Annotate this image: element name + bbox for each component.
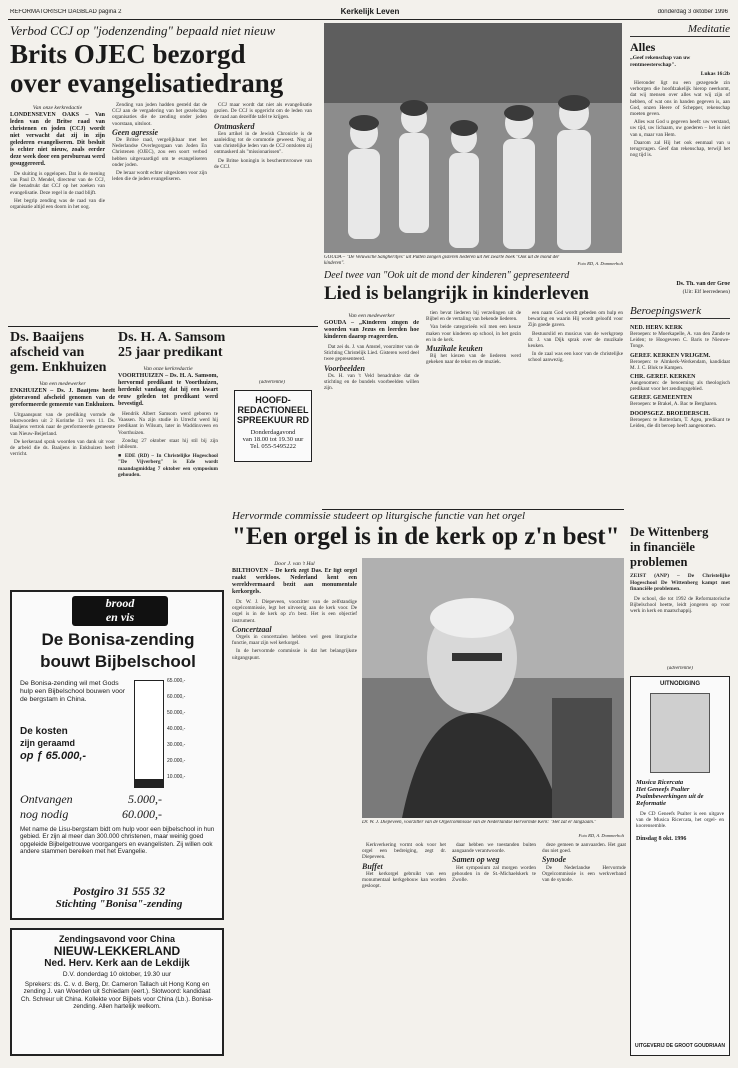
bonisa-thermometer-fill [135,779,163,787]
article5-col1: BILTHOVEN – De kerk zegt Das. Er ligt orgel raakt werkloos. Nederland kent een wereldvermaard bezit aan monumentale kerkorgels. Dr. W. J. Diepeveen, voorzitter van de zelfstandige orgelcommissie, legt het uitvoerig aan de kerk voor. De orgel is in de kerk op z'n best. Het is een objectief instrument. Concertzaal Orgels in concertzalen hebben wel geen liturgische functie, maar zijn wel kerkorgel. In de hervormde commissie is dat het belangrijkste uitgangspunt. [232,568,357,661]
article5-photo-caption: Dr. W. J. Diepeveen, voorzitter van de Orgelcommissie van de Nederlandse Hervormde Kerk: "Het zat er langzaam." [362,820,597,825]
article5-col2: Kerkverkering vormt ook voor het orgel een bedreiging, zegt dr. Diepeveen. Buffet Het kerkorgel gebruikt van een monumentaal kerkgebouw kan worden gesloopt. [362,842,446,890]
children-choir-photo [324,23,622,253]
article4-sub-muzikale: Muzikale keuken [426,344,483,354]
thermometer-tick-label: 60.000,- [167,694,186,700]
article5-sub-buffet: Buffet [362,861,383,871]
redaction-ad-line4: Donderdagavond [250,429,296,436]
book-ad [630,676,730,1056]
article3-title-2: 25 jaar predikant [118,345,223,360]
wittenberg-lead: ZEIST (ANP) – De Christelijke Hogeschool De Wittenberg kampt met financiële problemen. [630,573,730,592]
beroep-text: Beroepen: te Moerkapelle, A. van den Zande te Leiden; te Hoogeveen C. Baris te Nieuwe-Tonge. [630,331,730,350]
bonisa-ad [10,590,224,920]
article1-col2: Zending van joden hadden gesteld dat de CCJ aan de vergadering van het gezelschap organisaties die de zending onder joden voorstaan, uitsloot. Geen agressie De Britse raad, vergelijkbaar met het Nederlandse Overlegorgaan van Joden En Christenen (OJEC), zou een soort verbod hebben uitgevaardigd om te evangeliseren onder joden. De leraar wordt echter uitgesloten voor zijn leden die de joden evangeliseren. [112,102,207,183]
beroep-church: CHR. GEREF. KERKEN [630,374,696,381]
china-zending-ad [10,928,224,1056]
article2-title-1: Ds. Baaijens [10,330,84,345]
article5-sub-samen: Samen op weg [452,855,500,865]
article4-sub-voorbeelden: Voorbeelden [324,363,365,373]
photo1-credit: Foto RD, A. Dommerholt [577,261,623,266]
book-ad-publisher: UITGEVERIJ DE GROOT GOUDRIAAN [634,1043,725,1049]
article1-byline: Van onze kerkredactie [32,105,83,111]
redaction-ad-line3: SPREEKUUR RD [236,415,309,425]
bonisa-top1: brood [105,596,135,610]
article5-byline: Door J. van 't Hul [274,561,315,567]
page-header-center: Kerkelijk Leven [340,7,400,16]
article1-col3: CCJ maar wordt dat niet als evangelisatie gezien. De CCJ is opgericht om de leden van de raad aan dezelfde tafel te krijgen. Ontmaskerd Een artikel in de Jewish Chronicle is de aanleiding tot de commotie geweest. Nog al van christelijke leden van de CCJ ontsloten zij ontmaskerd als "missionarissen". De Britse koningin is beschermvrouwe van de CCJ. [214,102,312,170]
book-ad-date: Dinsdag 8 okt. 1996 [636,835,687,842]
diepeveen-illustration [362,558,624,818]
article2-lead: ENKHUIZEN – Ds. J. Baaijens heeft gisteravond afscheid genomen van de gereformeerde gemeente van Enkhuizen. [10,388,115,408]
thermometer-tick-label: 50.000,- [167,710,186,716]
article4-col1: GOUDA – „Kinderen zingen de woorden van Jezus en leerden hoe kinderen daarop reageerden. Dat zei ds. J. van Amstel, voorzitter van de Stichting Christelijk Lied. Gisteren werd deel twee gepresenteerd. Voorbeelden Ds. H. van 't Veld benadrukte dat de stichting en de bundels voorbeelden willen zijn. [324,320,419,392]
article1-body-1: De sluiting is opgelopen. Dat is de mening van Paul D. Mendel, directeur van de CCJ, die benadrukt dat CCJ op het zoeken van evangelisatie. Deze regel in de raad blijft. Het begrip zending was de raad van die organisatie altijd een doorn in het oog. [10,171,105,211]
article1-title-2: over evangelisatiedrang [10,69,284,98]
book-ad-head: UITNODIGING [660,681,700,687]
article5-kicker: Hervormde commissie studeert op liturgische functie van het orgel [232,510,526,522]
diepeveen-photo [362,558,624,818]
bonisa-needed-value: 60.000,- [122,807,162,821]
bonisa-title2: bouwt Bijbelschool [40,652,196,671]
thermometer-tick-label: 65.000,- [167,678,186,684]
article1-col1 [10,112,105,324]
redaction-ad-line5: van 18.00 tot 19.30 uur [242,436,304,443]
bonisa-top2: en vis [105,610,135,624]
article3-lead: VOORTHUIZEN – Ds. H. A. Samsom, hervormd predikant te Voorthuizen, herdenkt vandaag dat hij een kwart eeuw geleden tot predikant werd bevestigd. [118,373,218,407]
book-ad-t3: Psalmbewerkingen uit de Reformatie [636,793,704,807]
article2-byline: Van een medewerker [39,381,86,387]
redaction-ad-tag: (advertentie) [259,380,285,385]
bonisa-thermometer-labels [167,678,217,790]
article4-byline: Van een medewerker [348,313,395,319]
article5-col4: deze gemeen te aanvaarden. Het gaat dus niet goed. Synode De Nederlandse Hervormde Orgelcommissie is een werkverband van de synode. [542,842,626,884]
wittenberg-title-3: problemen [630,555,688,569]
article1-lead: LONDENSEVEN OAKS – Van leden van de Britse raad van christenen en joden (CCJ) wordt niet verwacht dat zij in zijn gelederen evangeliseren. Dit besluit is echter niet nieuw, zoals eerder deze week door een persbureau werd gesuggereerd. [10,112,105,167]
page-header-right: donderdag 3 oktober 1996 [657,9,728,15]
bonisa-body: De Bonisa-zending wil met Gods hulp een Bijbelschool bouwen voor de bergstam in China. [20,680,126,703]
article4-col2: tien bevat liederen bij verzelingen uit de Bijbel en de vertaling van bekende liederen. Van beide categorieën wil men een keuze maken voor kinderen op school, in het gezin en in de kerk. Muzikale keuken Bij het kiezen van de liederen werd gekeken naar de tekst en de muziek. [426,310,521,366]
alles-title: Alles [630,40,656,54]
redaction-ad-line1: HOOFD- [255,395,291,405]
thermometer-tick-label: 40.000,- [167,726,186,732]
bonisa-foundation: Stichting "Bonisa"-zending [55,898,183,910]
beroep-text: Beroepen: te Brakel, A. Bac te Bergharen. [630,401,718,408]
bonisa-cost-label: De kosten [20,726,68,737]
page-header-left: REFORMATORISCH DAGBLAD pagina 2 [10,9,122,15]
article3-byline: Van onze kerkredactie [143,366,193,372]
article5-sub-concertzaal: Concertzaal [232,624,272,634]
article3-body: VOORTHUIZEN – Ds. H. A. Samsom, hervormd predikant te Voorthuizen, herdenkt vandaag dat hij een kwart eeuw geleden tot predikant werd bevestigd. Hendrik Albert Samsom werd geboren te Vaassen. Na zijn studie in Utrecht werd hij predikant in Wilsum, later in Waddinxveen en Voorthuizen. Zondag 27 oktober staat hij stil bij zijn jubileum. ■ EDE (RD) – In Christelijke Hogeschool "De Vijverberg" is Ede wordt maandagmiddag 7 oktober een symposium gehouden. [118,373,218,478]
article5-title: "Een orgel is in de kerk op z'n best" [232,523,620,550]
bonisa-title1: De Bonisa-zending [41,630,195,649]
china-ad-date: D.V. donderdag 10 oktober, 19.30 uur [62,971,172,978]
bonisa-brood-badge [72,596,168,626]
china-ad-title2: NIEUW-LEKKERLAND [53,944,181,958]
bonisa-cost-value: op ƒ 65.000,- [20,750,87,762]
beroep-church: NED. HERV. KERK [630,325,683,331]
china-ad-body: Sprekers: ds. C. v. d. Berg, Dr. Cameron Tallach uit Hong Kong en zending J. van Woerden uit Schiedam (eert.). Slotwoord: kandidaat Ch. Schreur uit China. Kollekte voor Bijbels voor China (Lb.). Bonisa-zending. Allen hartelijk welkom. [20,981,214,1011]
photo1-caption: GOUDA – "De Veluwsche Sangheritjes" uit Putten zongen gisteren liederen uit het zwarte boek "Ook uit de mond der kinderen". [324,255,560,266]
beroepingswerk-label: Beroepingswerk [630,305,730,319]
thermometer-tick-label: 30.000,- [167,742,186,748]
alles-author-sub: (Uit: Elf leerredenen) [682,289,730,295]
beroep-church: DOOPSGEZ. BROEDERSCH. [630,410,710,417]
beroep-list [630,322,730,522]
book-ad-t1: Musica Ricercata [636,779,684,786]
bonisa-giro: Postgiro 31 555 32 [72,884,166,898]
header-rule [8,19,730,20]
article4-lead: GOUDA – „Kinderen zingen de woorden van Jezus en leerden hoe kinderen daarop reageerden. [324,320,419,340]
article1-sub-geen-agressie: Geen agressie [112,127,158,137]
beroep-church: GEREF. GEMEENTEN [630,395,693,402]
thermometer-tick-label: 20.000,- [167,758,186,764]
alles-author: Ds. Th. van der Groe [676,281,730,287]
article3-short: ■ EDE (RD) – In Christelijke Hogeschool "De Vijverberg" is Ede wordt maandagmiddag 7 oktober een symposium gehouden. [118,453,218,478]
bonisa-text: Met name de Lisu-bergstam bidt om hulp voor een bijbelschool in hun gebied. Er zijn al meer dan 300.000 christenen, maar weinig goed opgeleide Bijbelgetrouwe voorgangers en evangelisten. Zij willen ook andere stammen bereiken met het Evangelie. [20,826,215,856]
china-ad-title1: Zendingsavond voor China [58,934,175,944]
article2-title-3: gem. Enkhuizen [10,360,107,375]
beroep-text: Beroepen: te Almkerk-Werkendam, kandidaat M. J. C. Blok te Kampen. [630,358,730,371]
article3-title-1: Ds. H. A. Samsom [118,330,226,345]
book-ad-body: De CD Geneefs Psalter is een uitgave van de Musica Ricercata, het orgel- en koorensemble. [636,811,724,830]
article1-title-1: Brits OJEC bezorgd [10,40,246,69]
alles-quote: „Geef rekenschap van uw rentmeesterschap". [630,55,691,68]
book-ad-tag: (advertentie) [667,666,693,671]
article5-col3: daar hebben we toestanden buiten aangaande verantwoorde. Samen op weg Het symposium zal morgen worden gehouden in de St.-Michaelskerk te Zwolle. [452,842,536,884]
bonisa-received-value: 5.000,- [128,792,162,806]
bonisa-thermometer [134,680,164,788]
children-choir-illustration [324,23,622,253]
alles-body: Hieronder ligt nu een gezegende zin verborgen die hoofdzakelijk hierop neerkomt, dat wij mensen over alles wat wij zijn of hebben, of wat ons in handen gegeven is, aan God, onzen Heere of Schepper, rekenschap moeten geven. Alles wat God u gegeven heeft: uw verstand, uw tijd, uw lichaam, uw goederen – het is niet van u, maar van Hem. Daarom zal Hij het ook eenmaal van u terugvragen. Geef dan rekenschap, terwijl het nog tijd is. [630,80,730,159]
bonisa-received-label: Ontvangen [20,792,73,806]
china-ad-title3: Ned. Herv. Kerk aan de Lekdijk [44,958,190,969]
redaction-ad-line6: Tel. 055-5495222 [249,443,297,450]
article1-kicker: Verbod CCJ op "jodenzending" bepaald niet nieuw [10,23,276,38]
book-ad-t2: Het Geneefs Psalter [636,786,690,793]
book-ad-cover [650,693,710,773]
beroep-text: Aangenomen: de benoeming als theologisch predikant voor het zendingsgebied. [630,380,730,393]
article2-title-2: afscheid van [10,345,85,360]
article4-col3: een naam God wordt gebeden om hulp en bewaring en waarin Hij wordt geloofd voor Zijn goede gaven. Bestuurslid en musicus van de werkgroep dr. J. van Dijk sprak over de muzikale keuken. In de zaal was een koor van de christelijke school aanwezig. [528,310,623,364]
bonisa-needed-label: nog nodig [20,807,69,821]
article5-lead: BILTHOVEN – De kerk zegt Das. Er ligt orgel raakt werkloos. Nederland kent een wereldvermaard bezit aan monumentale kerkorgels. [232,568,357,595]
alles-ref: Lukas 16:2b [700,71,730,77]
meditatie-label: Meditatie [630,23,730,37]
wittenberg-title-1: De Wittenberg [630,525,709,539]
beroep-text: Beroepen: te Rotterdam, T. Agea, predikant te Leiden, die dit beroep heeft aangenomen. [630,416,730,429]
redaction-ad [234,390,312,462]
article4-title: Lied is belangrijk in kinderleven [324,283,589,304]
wittenberg-title-2: in financiële [630,540,695,554]
article5-photo-credit: Foto RD, A. Dommerholt [578,833,624,838]
bonisa-cost-sub: zijn geraamd [20,738,76,748]
redaction-ad-line2: REDACTIONEEL [237,405,309,415]
article1-sub-ontmaskerd: Ontmaskerd [214,121,255,131]
beroep-church: GEREF. KERKEN VRIJGEM. [630,352,711,359]
thermometer-tick-label: 10.000,- [167,774,186,780]
article2-body: ENKHUIZEN – Ds. J. Baaijens heeft gisteravond afscheid genomen van de gereformeerde gemeente van Enkhuizen. Uitgaanspunt van de prediking vormde de tekstwoorden uit 2 Korinthe 13 vers 11. Ds. Baaijens vertrok naar de gereformeerde gemeente van Nieuw-Beijerland. De kerkeraad sprak woorden van dank uit voor de arbeid die ds. Baaijens in Enkhuizen heeft verricht. [10,388,115,458]
article5-sub-synode: Synode [542,855,566,865]
article4-kicker: Deel twee van "Ook uit de mond der kinderen" gepresenteerd [324,270,570,281]
wittenberg-body: ZEIST (ANP) – De Christelijke Hogeschool De Wittenberg kampt met financiële problemen. De school, die tot 1992 de Reformatorische Bijbelschool heette, leidt jongeren op voor werk in kerk en maatschappij. [630,573,730,614]
